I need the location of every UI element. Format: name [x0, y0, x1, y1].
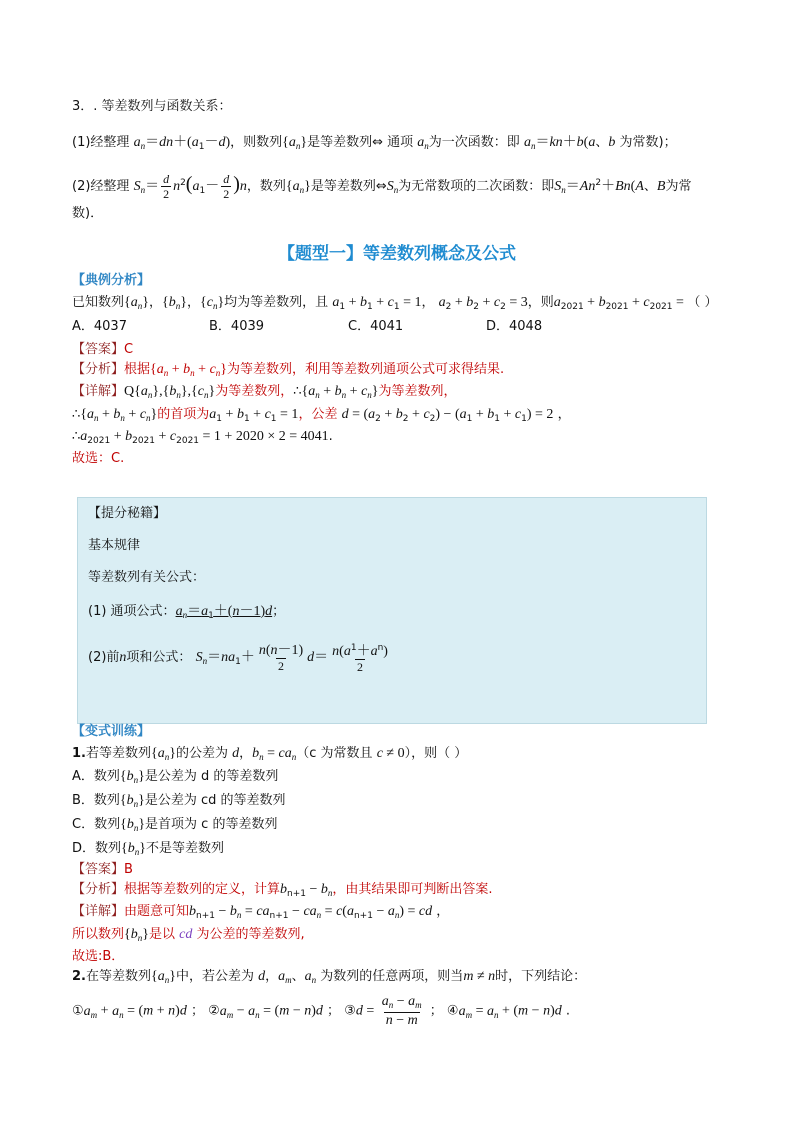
example-answer: 【答案】C: [72, 342, 134, 357]
option-d[interactable]: D．4048: [486, 319, 543, 334]
tips-formula-1: (1) 通项公式：$a_n=a_1+(n-1)d$；: [88, 604, 286, 621]
example-conclusion: 故选：C.: [72, 451, 125, 466]
practice-analysis: 【分析】根据等差数列的定义，计算$b_{n+1} - b_n$，由其结果即可判断出答案.: [72, 882, 493, 899]
example-analysis: 【分析】根据$\{a_n + b_n + c_n\}$为等差数列，利用等差数列通项公式可求得结果.: [72, 362, 505, 378]
practice-q1-option-d[interactable]: D．数列$\{b_n\}$不是等差数列: [72, 841, 224, 857]
example-detail-1: 【详解】$Q\{a_n\},\{b_n\},\{c_n\}$为等差数列，$\therefore\{a_n + b_n + c_n\}$为等差数列，: [72, 384, 457, 400]
practice-detail-2: 所以数列$\{b_n\}$是以 cd 为公差的等差数列,: [72, 927, 305, 943]
practice-q1-option-a[interactable]: A．数列$\{b_n\}$是公差为 d 的等差数列: [72, 769, 279, 785]
section-title: 【题型一】等差数列概念及公式: [278, 244, 516, 264]
section3-item2: (2)经整理 $S_n=$ $\frac{d}{2}$ $n^2(a^1-$ $\frac{d}{2}$ )n，数列$\{a_n\}$是等差数列$\Leftrightarrow S_n$为无常数项的二次函数：即$S_n=An^2+Bn(A$、B为常: [72, 172, 692, 201]
section3-item2-cont: 数)．: [72, 206, 104, 221]
practice-q1: 1.若等差数列$\{a_n\}$的公差为 d，$b_n = ca_n(c$ 为常数且 c ≠ 0），则（ ）: [72, 746, 468, 762]
tips-rule: 基本规律: [88, 538, 141, 553]
option-b[interactable]: B．4039: [209, 319, 265, 334]
practice-q1-option-c[interactable]: C．数列$\{b_n\}$是首项为 c 的等差数列: [72, 817, 278, 833]
option-c[interactable]: C．4041: [348, 319, 404, 334]
example-detail-3: $\therefore a_{2021} + b_{2021} + c_{2021} = 1 + 2020 \times 2 = 4041$.: [72, 429, 333, 446]
practice-answer: 【答案】B: [72, 862, 133, 877]
practice-q2-statements: $①a_m + a_n = (m + n)d$ ； $②a_m - a_n = (m - n)d$ ； ③d = $\frac{a_n - a_m}{n - m}$ ； $④a_m = a_n + (m - n)d$ .: [72, 994, 571, 1028]
practice-q1-option-b[interactable]: B．数列$\{b_n\}$是公差为 cd 的等差数列: [72, 793, 286, 809]
practice-q2: 2.在等差数列$\{a_n\}$中，若公差为 d，$a_m$、$a_n$ 为数列的任意两项，则当m ≠ n时，下列结论：: [72, 969, 587, 985]
practice-conclusion: 故选:B．: [72, 949, 125, 964]
tips-formula-2: (2)前n项和公式： $S_n=na_1+$ $\frac{n(n-1)}{2}$ d＝ $\frac{n(a^1+a^n)}{2}$: [88, 642, 388, 674]
tips-box: [77, 497, 707, 724]
option-a[interactable]: A．4037: [72, 319, 127, 334]
section3-item1: (1)经整理 $a_n=dn+(a_1-d)$，则数列$\{a_n\}$是等差数列⇔ 通项 $a_n$为一次函数：即 $a_n=kn+b(a$、b 为常数)；: [72, 135, 677, 152]
practice-label: 【变式训练】: [72, 724, 151, 739]
tips-label: 【提分秘籍】: [88, 506, 167, 521]
example-question: 已知数列$\{a_n\}$，$\{b_n\}$，$\{c_n\}$均为等差数列，且 $a_1 + b_1 + c_1 = 1$， $a_2 + b_2 + c_2 = 3$，则$a_{2021} + b_{2021} + c_{2021}$ = （ ）: [72, 295, 718, 312]
tips-formulas: 等差数列有关公式：: [88, 570, 206, 585]
example-label: 【典例分析】: [72, 273, 151, 288]
example-detail-2: $\therefore\{a_n + b_n + c_n\}$的首项为$a_1 + b_1 + c_1 = 1$，公差 $d = (a_2 + b_2 + c_2) - (a_1 + b_1 + c_1) = 2$ ，: [72, 407, 571, 424]
practice-detail-1: 【详解】由题意可知$b_{n+1} - b_n = ca_{n+1} - ca_n = c(a_{n+1} - a_n)$ = cd ，: [72, 904, 450, 921]
section3-heading: 3．. 等差数列与函数关系：: [72, 99, 232, 114]
